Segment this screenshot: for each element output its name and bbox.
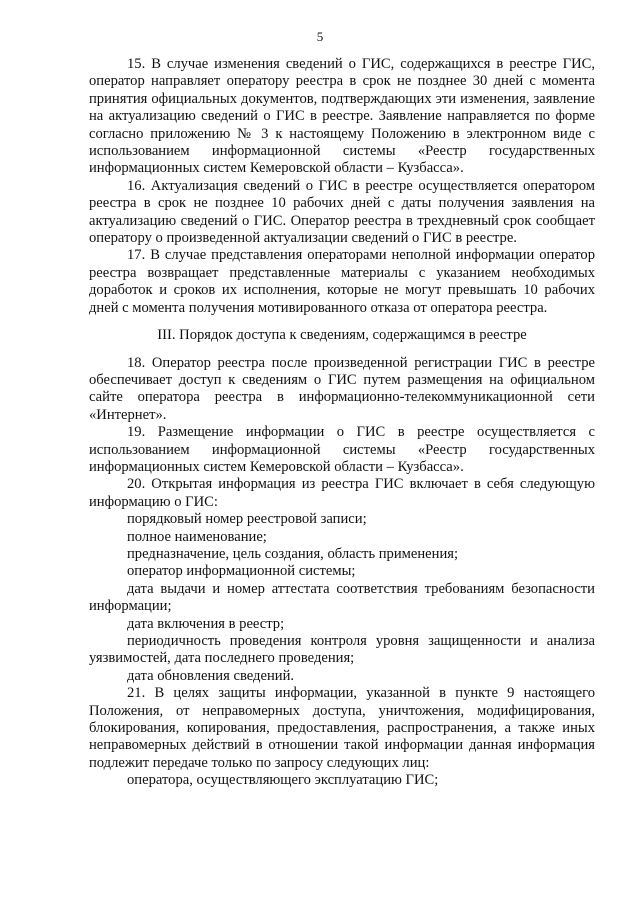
- paragraph-17: 17. В случае представления операторами неполной информации оператор реестра возвращает представленные материалы с указанием необходимых доработок и сроков их исполнения, которые не могут превышать 10 рабочих дней с момента получения мотивированного отказа от оператора реестра.: [89, 247, 595, 316]
- paragraph-15: 15. В случае изменения сведений о ГИС, содержащихся в реестре ГИС, оператор направляет оператору реестра в срок не позднее 30 дней с момента принятия официальных документов, подтверждающих эти изменения, заявление на актуализацию сведений о ГИС в реестре. Заявление направляется по форме согласно приложению № 3 к настоящему Положению в электронном виде с использованием информационной системы «Реестр государственных информационных систем Кемеровской области – Кузбасса».: [89, 56, 595, 177]
- paragraph-20: 20. Открытая информация из реестра ГИС включает в себя следующую информацию о ГИС:: [89, 476, 595, 510]
- list-item: дата включения в реестр;: [127, 615, 285, 632]
- document-body: [89, 56, 595, 790]
- list-item: оператора, осуществляющего эксплуатацию ГИС;: [127, 772, 439, 789]
- list-item: порядковый номер реестровой записи;: [127, 511, 367, 528]
- section-heading: III. Порядок доступа к сведениям, содержащимся в реестре: [157, 327, 527, 344]
- paragraph-19: 19. Размещение информации о ГИС в реестре осуществляется с использованием информационной системы «Реестр государственных информационных систем Кемеровской области – Кузбасса».: [89, 424, 595, 475]
- list-item: дата выдачи и номер аттестата соответствия требованиям безопасности информации;: [89, 580, 595, 615]
- list-item: оператор информационной системы;: [127, 563, 356, 580]
- paragraph-16: 16. Актуализация сведений о ГИС в реестре осуществляется оператором реестра в срок не позднее 10 рабочих дней с даты получения заявления на актуализацию сведений о ГИС. Оператор реестра в трехдневный срок сообщает оператору о произведенной актуализации сведений о ГИС в реестре.: [89, 177, 595, 247]
- page-number: 5: [316, 29, 324, 44]
- paragraph-18: 18. Оператор реестра после произведенной регистрации ГИС в реестре обеспечивает доступ к сведениям о ГИС путем размещения на официальном сайте оператора реестра в информационно-телекоммуникационной сети «Интернет».: [89, 354, 595, 423]
- paragraph-21: 21. В целях защиты информации, указанной в пункте 9 настоящего Положения, от неправомерных доступа, уничтожения, модифицирования, блокирования, копирования, предоставления, распространения, а также иных неправомерных действий в отношении такой информации данная информация подлежит передаче только по запросу следующих лиц:: [89, 685, 595, 771]
- list-item: периодичность проведения контроля уровня защищенности и анализа уязвимостей, дата последнего проведения;: [89, 633, 595, 667]
- list-item: предназначение, цель создания, область применения;: [127, 545, 459, 562]
- list-item: дата обновления сведений.: [127, 667, 295, 684]
- list-item: полное наименование;: [127, 528, 267, 545]
